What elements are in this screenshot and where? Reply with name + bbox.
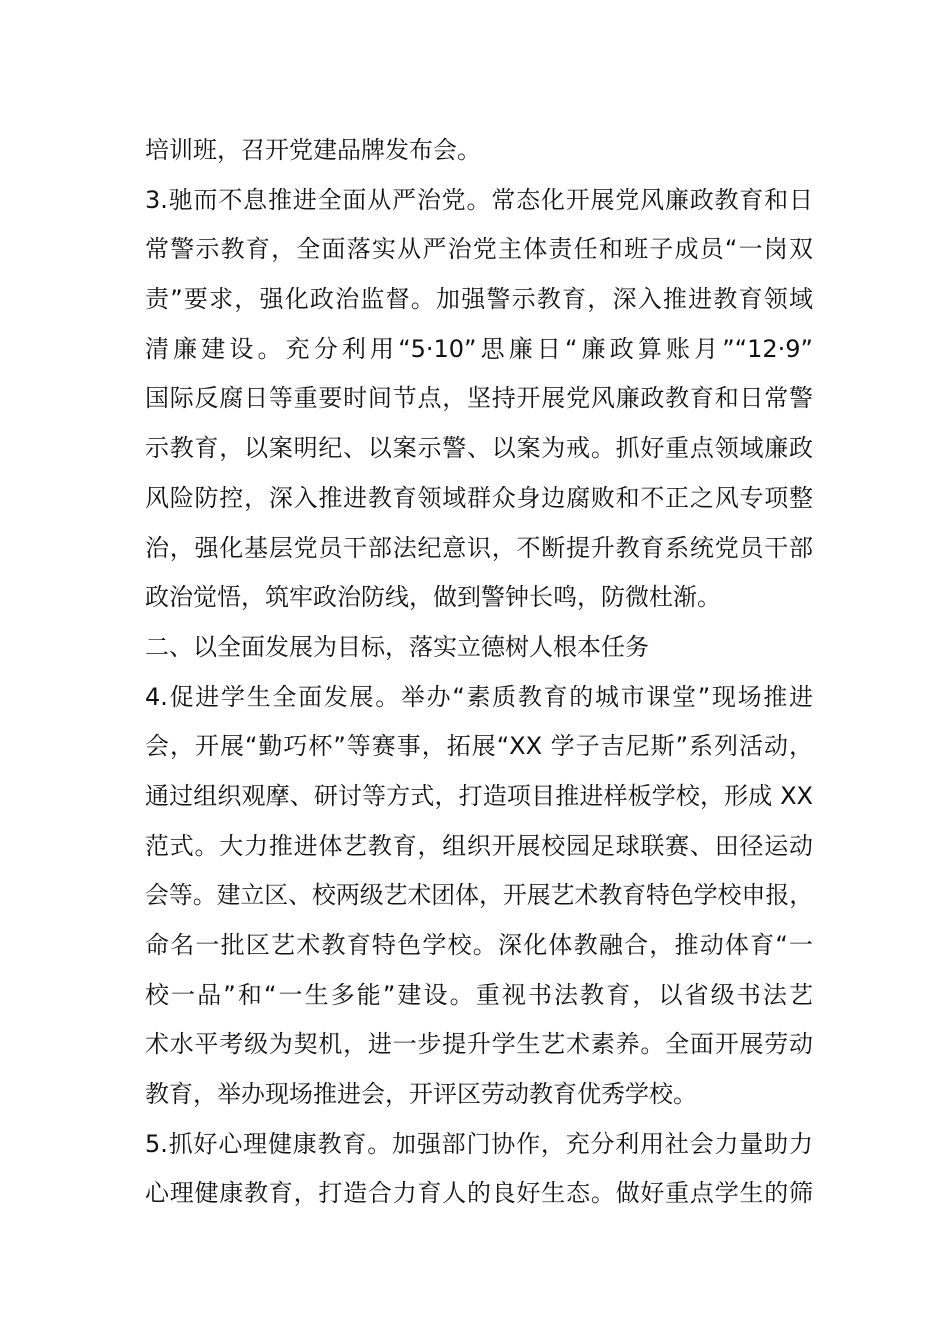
text-line: 治，强化基层党员干部法纪意识，不断提升教育系统党员干部 [145, 533, 813, 562]
text-line: 会，开展“勤巧杯”等赛事，拓展“XX 学子吉尼斯”系列活动， [145, 732, 813, 761]
text-line: 国际反腐日等重要时间节点，坚持开展党风廉政教育和日常警 [145, 384, 813, 413]
text-line: 清廉建设。充分利用“5·10”思廉日“廉政算账月”“12·9” [145, 334, 813, 363]
text-line: 心理健康教育，打造合力育人的良好生态。做好重点学生的筛 [145, 1179, 813, 1208]
text-line: 教育，举办现场推进会，开评区劳动教育优秀学校。 [145, 1080, 697, 1109]
text-line: 责”要求，强化政治监督。加强警示教育，深入推进教育领域 [145, 285, 813, 314]
text-line: 术水平考级为契机，进一步提升学生艺术素养。全面开展劳动 [145, 1030, 813, 1059]
text-line: 常警示教育，全面落实从严治党主体责任和班子成员“一岗双 [145, 235, 813, 264]
text-line: 校一品”和“一生多能”建设。重视书法教育，以省级书法艺 [145, 980, 813, 1009]
text-line: 命名一批区艺术教育特色学校。深化体教融合，推动体育“一 [145, 931, 813, 959]
document-body [145, 126, 813, 1219]
text-line: 政治觉悟，筑牢政治防线，做到警钟长鸣，防微杜渐。 [145, 583, 721, 612]
text-line: 风险防控，深入推进教育领域群众身边腐败和不正之风专项整 [145, 483, 813, 512]
text-line: 培训班，召开党建品牌发布会。 [145, 136, 481, 164]
text-line: 范式。大力推进体艺教育，组织开展校园足球联赛、田径运动 [145, 831, 813, 860]
chapter-heading: 二、以全面发展为目标，落实立德树人根本任务 [145, 632, 649, 661]
text-line: 会等。建立区、校两级艺术团体，开展艺术教育特色学校申报， [145, 881, 814, 910]
text-line: 通过组织观摩、研讨等方式，打造项目推进样板学校，形成 XX [145, 781, 813, 810]
section-heading-3: 3.驰而不息推进全面从严治党。常态化开展党风廉政教育和日 [145, 185, 813, 214]
section-heading-4: 4.促进学生全面发展。举办“素质教育的城市课堂”现场推进 [145, 682, 813, 711]
section-heading-5: 5.抓好心理健康教育。加强部门协作，充分利用社会力量助力 [145, 1129, 813, 1158]
text-line: 示教育，以案明纪、以案示警、以案为戒。抓好重点领域廉政 [145, 434, 813, 463]
